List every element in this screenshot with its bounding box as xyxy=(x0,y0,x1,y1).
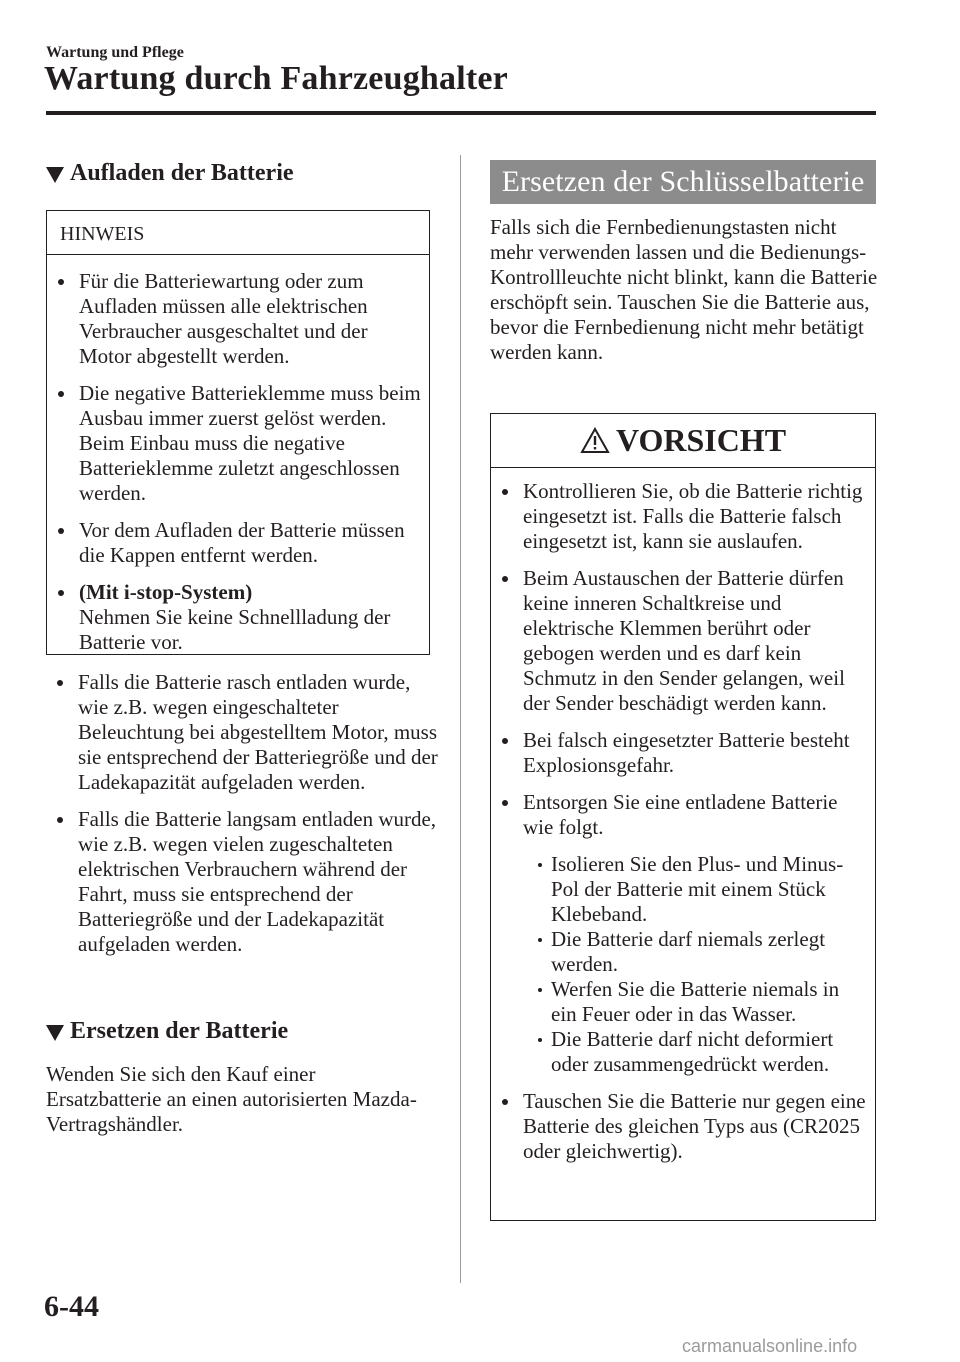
istop-text: Nehmen Sie keine Schnellladung der Batterie vor. xyxy=(79,605,391,654)
bullet-icon xyxy=(502,489,508,495)
hinweis-box xyxy=(46,210,430,655)
bullet-icon xyxy=(538,938,542,942)
disposal-steps xyxy=(491,852,869,1077)
vorsicht-item: Beim Austauschen der Batterie dürfen keine inneren Schaltkreise und elektrische Klemmen berührt oder gebogen werden und es darf kein Schmutz in den Sender gelangen, weil der Sender beschädigt werden kann. xyxy=(491,566,869,716)
sub-list-item: Die Batterie darf nicht deformiert oder zusammengedrückt werden. xyxy=(491,1027,869,1077)
hinweis-item: Vor dem Aufladen der Batterie müssen die Kappen entfernt werden. xyxy=(47,518,423,568)
ersetzen-text: Wenden Sie sich den Kauf einer Ersatzbatterie an einen autorisierten Mazda-Vertragshändler. xyxy=(46,1062,417,1136)
vorsicht-item: Tauschen Sie die Batterie nur gegen eine Batterie des gleichen Typs aus (CR2025 oder gleichwertig). xyxy=(491,1089,869,1164)
vorsicht-list xyxy=(491,468,875,1164)
intro-text: Falls sich die Fernbedienungstasten nicht mehr verwenden lassen und die Bedienungs-Kontrollleuchte nicht blinkt, kann die Batterie erschöpft sein. Tauschen Sie die Batterie aus, bevor die Fernbedienung nicht mehr betätigt werden kann. xyxy=(490,215,878,364)
istop-title: (Mit i-stop-System) xyxy=(79,580,253,604)
page-number: 6-44 xyxy=(44,1290,99,1323)
vorsicht-box xyxy=(490,413,876,1221)
bullet-icon xyxy=(538,863,542,867)
sub-list-item: Die Batterie darf niemals zerlegt werden. xyxy=(491,927,869,977)
vorsicht-item: Entsorgen Sie eine entladene Batterie wie folgt. Isolieren Sie den Plus- und Minus-Pol der Batterie mit einem Stück Klebeband. Die Batterie darf niemals zerlegt werden. Werfen Sie die Batterie niemals in ein Feuer oder in das Wasser. Die Batterie darf nicht deformiert oder zusammengedrückt werden. xyxy=(491,790,869,1077)
bullet-icon xyxy=(58,528,64,534)
list-item: Falls die Batterie langsam entladen wurde, wie z.B. wegen vielen zugeschalteten elektrischen Verbrauchern während der Fahrt, muss sie entsprechend der Batteriegröße und der Ladekapazität aufgeladen werden. xyxy=(46,807,440,957)
bullet-icon xyxy=(57,817,63,823)
ersetzen-heading-text: Ersetzen der Batterie xyxy=(70,1018,289,1044)
watermark: carmanualsonline.info xyxy=(682,1336,858,1356)
vorsicht-item: Kontrollieren Sie, ob die Batterie richtig eingesetzt ist. Falls die Batterie falsch eingesetzt ist, kann sie auslaufen. xyxy=(491,479,869,554)
bullet-icon xyxy=(58,590,64,596)
hinweis-item: Die negative Batterieklemme muss beim Ausbau immer zuerst gelöst werden. Beim Einbau muss die negative Batterieklemme zuletzt angeschlossen werden. xyxy=(47,381,423,506)
vorsicht-label: VORSICHT xyxy=(615,422,787,458)
hinweis-item: Für die Batteriewartung oder zum Aufladen müssen alle elektrischen Verbraucher ausgeschaltet und der Motor abgestellt werden. xyxy=(47,269,423,369)
bullet-icon xyxy=(58,279,64,285)
header-rule xyxy=(46,111,876,115)
aufladen-heading-text: Aufladen der Batterie xyxy=(70,160,294,186)
bullet-icon xyxy=(502,1099,508,1105)
triangle-down-icon xyxy=(46,167,64,183)
warning-icon xyxy=(580,427,610,454)
ersetzen-heading xyxy=(46,1018,288,1045)
hinweis-label: HINWEIS xyxy=(47,211,429,255)
section-title: Ersetzen der Schlüsselbatterie xyxy=(490,160,876,204)
bullet-icon xyxy=(58,391,64,397)
column-divider xyxy=(460,155,461,1283)
bullet-icon xyxy=(502,576,508,582)
section-label: Wartung und Pflege xyxy=(46,44,184,61)
vorsicht-header xyxy=(491,414,875,468)
page-title: Wartung durch Fahrzeughalter xyxy=(44,60,508,97)
list-item: Falls die Batterie rasch entladen wurde, wie z.B. wegen eingeschalteter Beleuchtung bei abgestelltem Motor, muss sie entsprechend der Batteriegröße und der Ladekapazität aufgeladen werden. xyxy=(46,670,440,795)
hinweis-list xyxy=(47,255,429,655)
vorsicht-item: Bei falsch eingesetzter Batterie besteht Explosionsgefahr. xyxy=(491,728,869,778)
bullet-icon xyxy=(538,1038,542,1042)
sub-list-item: Werfen Sie die Batterie niemals in ein Feuer oder in das Wasser. xyxy=(491,977,869,1027)
sub-list-item: Isolieren Sie den Plus- und Minus-Pol der Batterie mit einem Stück Klebeband. xyxy=(491,852,869,927)
hinweis-item xyxy=(47,580,423,655)
bullet-icon xyxy=(57,680,63,686)
aufladen-heading xyxy=(46,160,294,187)
aufladen-list xyxy=(46,670,440,957)
bullet-icon xyxy=(538,988,542,992)
bullet-icon xyxy=(502,800,508,806)
bullet-icon xyxy=(502,738,508,744)
triangle-down-icon xyxy=(46,1025,64,1041)
